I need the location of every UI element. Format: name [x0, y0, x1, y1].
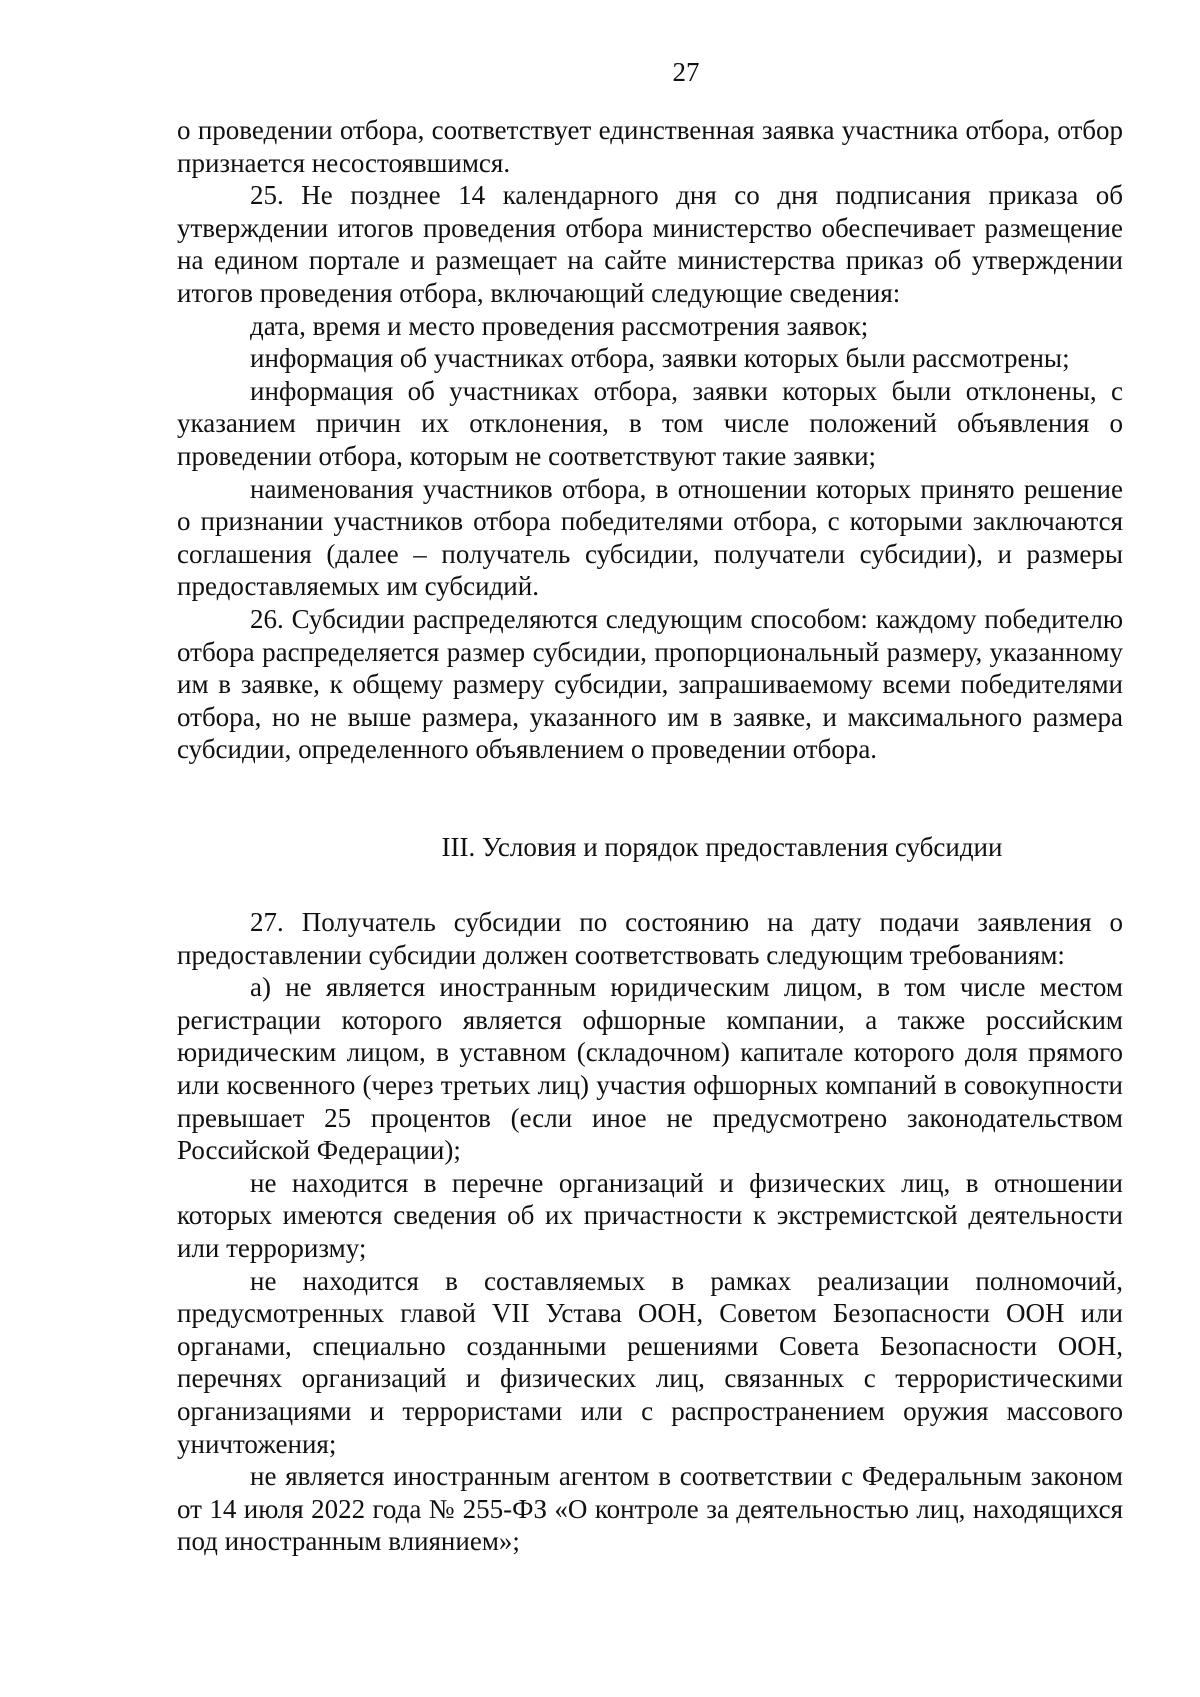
requirement-a: а) не является иностранным юридическим лицом, в том числе местом регистрации которого является офшорные компании, а также российским юридическим лицом, в уставном (складочном) капитале которого доля прямого или косвенного (через третьих лиц) участия офшорных компаний в совокупности превышает 25 процентов (если иное не предусмотрено законодательством Российской Федерации);: [177, 972, 1123, 1166]
paragraph-continuation: о проведении отбора, соответствует единственная заявка участника отбора, отбор признается несостоявшимся.: [177, 115, 1123, 178]
section-text-upper: [177, 114, 1123, 766]
paragraph-26: 26. Субсидии распределяются следующим способом: каждому победителю отбора распределяется размер субсидии, пропорциональный размеру, указанному им в заявке, к общему размеру субсидии, запрашиваемому всеми победителями отбора, но не выше размера, указанного им в заявке, и максимального размера субсидии, определенного объявлением о проведении отбора.: [177, 603, 1123, 765]
requirement-un-lists: не находится в составляемых в рамках реализации полномочий, предусмотренных главой VII Устава ООН, Советом Безопасности ООН или органами, специально созданными решениями Совета Безопасности ООН, перечнях организаций и физических лиц, связанных с террористическими организациями и террористами или с распространением оружия массового уничтожения;: [177, 1265, 1123, 1459]
page-number: 27: [672, 57, 700, 87]
list-item-date: дата, время и место проведения рассмотрения заявок;: [250, 310, 869, 341]
paragraph-27: 27. Получатель субсидии по состоянию на дату подачи заявления о предоставлении субсидии должен соответствовать следующим требованиям:: [177, 907, 1123, 970]
paragraph-25: 25. Не позднее 14 календарного дня со дня подписания приказа об утверждении итогов проведения отбора министерство обеспечивает размещение на едином портале и размещает на сайте министерства приказ об утверждении итогов проведения отбора, включающий следующие сведения:: [177, 180, 1123, 308]
requirement-extremism: не находится в перечне организаций и физических лиц, в отношении которых имеются сведения об их причастности к экстремистской деятельности или терроризму;: [177, 1167, 1123, 1263]
section-heading-container: [177, 832, 1123, 873]
list-item-rejected: информация об участниках отбора, заявки которых были отклонены, с указанием причин их отклонения, в том числе положений объявления о проведении отбора, которым не соответствуют такие заявки;: [177, 375, 1123, 471]
list-item-winners: наименования участников отбора, в отношении которых принято решение о признании участников отбора победителями отбора, с которыми заключаются соглашения (далее – получатель субсидии, получатели субсидии), и размеры предоставляемых им субсидий.: [177, 473, 1123, 602]
requirement-foreign-agent: не является иностранным агентом в соответствии с Федеральным законом от 14 июля 2022 года № 255-ФЗ «О контроле за деятельностью лиц, находящихся под иностранным влиянием»;: [177, 1461, 1123, 1557]
section-text-lower: [177, 906, 1123, 1558]
section-heading: III. Условия и порядок предоставления субсидии: [441, 832, 1003, 862]
list-item-reviewed: информация об участниках отбора, заявки которых были рассмотрены;: [250, 343, 1070, 374]
